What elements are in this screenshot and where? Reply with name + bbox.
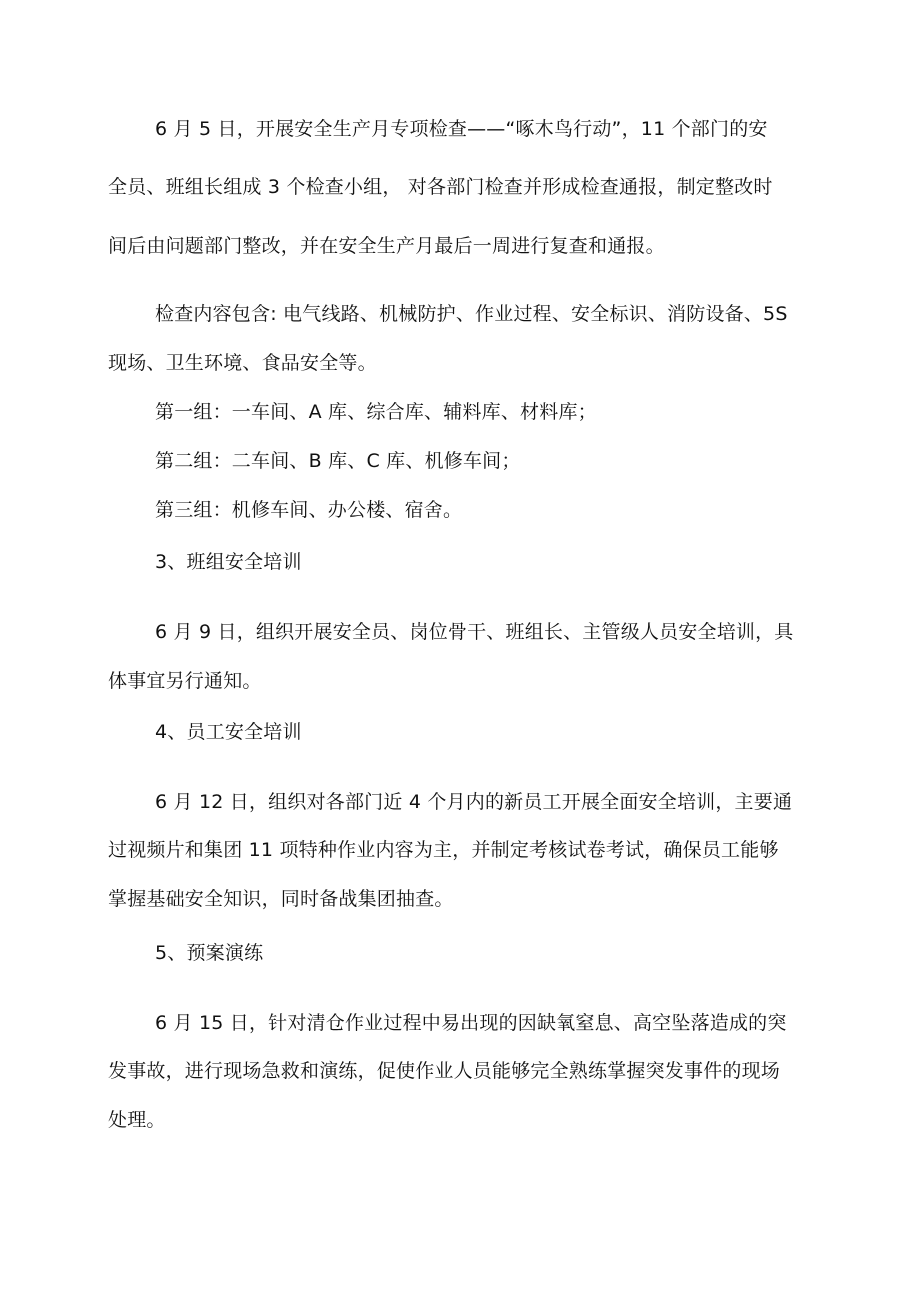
section-heading-5: 5、预案演练 bbox=[155, 942, 264, 964]
paragraph-drill-line-3: 处理。 bbox=[108, 1109, 166, 1131]
paragraph-contents-line-2: 现场、卫生环境、食品安全等。 bbox=[108, 352, 377, 374]
paragraph-inspection-line-1: 6 月 5 日，开展安全生产月专项检查——“啄木鸟行动”，11 个部门的安 bbox=[155, 118, 768, 140]
paragraph-inspection-line-2: 全员、班组长组成 3 个检查小组， 对各部门检查并形成检查通报，制定整改时 bbox=[108, 176, 773, 198]
section-heading-4: 4、员工安全培训 bbox=[155, 721, 302, 743]
paragraph-staff-training-line-1: 6 月 12 日，组织对各部门近 4 个月内的新员工开展全面安全培训，主要通 bbox=[155, 791, 793, 813]
group-1-line: 第一组：一车间、A 库、综合库、辅料库、材料库； bbox=[155, 401, 597, 423]
group-3-line: 第三组：机修车间、办公楼、宿舍。 bbox=[155, 499, 463, 521]
paragraph-drill-line-2: 发事故，进行现场急救和演练，促使作业人员能够完全熟练掌握突发事件的现场 bbox=[108, 1060, 781, 1082]
paragraph-staff-training-line-2: 过视频片和集团 11 项特种作业内容为主，并制定考核试卷考试，确保员工能够 bbox=[108, 839, 779, 861]
paragraph-drill-line-1: 6 月 15 日，针对清仓作业过程中易出现的因缺氧窒息、高空坠落造成的突 bbox=[155, 1012, 787, 1034]
section-heading-3: 3、班组安全培训 bbox=[155, 551, 302, 573]
paragraph-contents-line-1: 检查内容包含: 电气线路、机械防护、作业过程、安全标识、消防设备、5S bbox=[155, 303, 788, 325]
paragraph-team-training-line-1: 6 月 9 日，组织开展安全员、岗位骨干、班组长、主管级人员安全培训，具 bbox=[155, 621, 794, 643]
paragraph-inspection-line-3: 间后由问题部门整改，并在安全生产月最后一周进行复查和通报。 bbox=[108, 235, 665, 257]
paragraph-staff-training-line-3: 掌握基础安全知识，同时备战集团抽查。 bbox=[108, 888, 454, 910]
group-2-line: 第二组：二车间、B 库、C 库、机修车间； bbox=[155, 450, 521, 472]
paragraph-team-training-line-2: 体事宜另行通知。 bbox=[108, 670, 262, 692]
